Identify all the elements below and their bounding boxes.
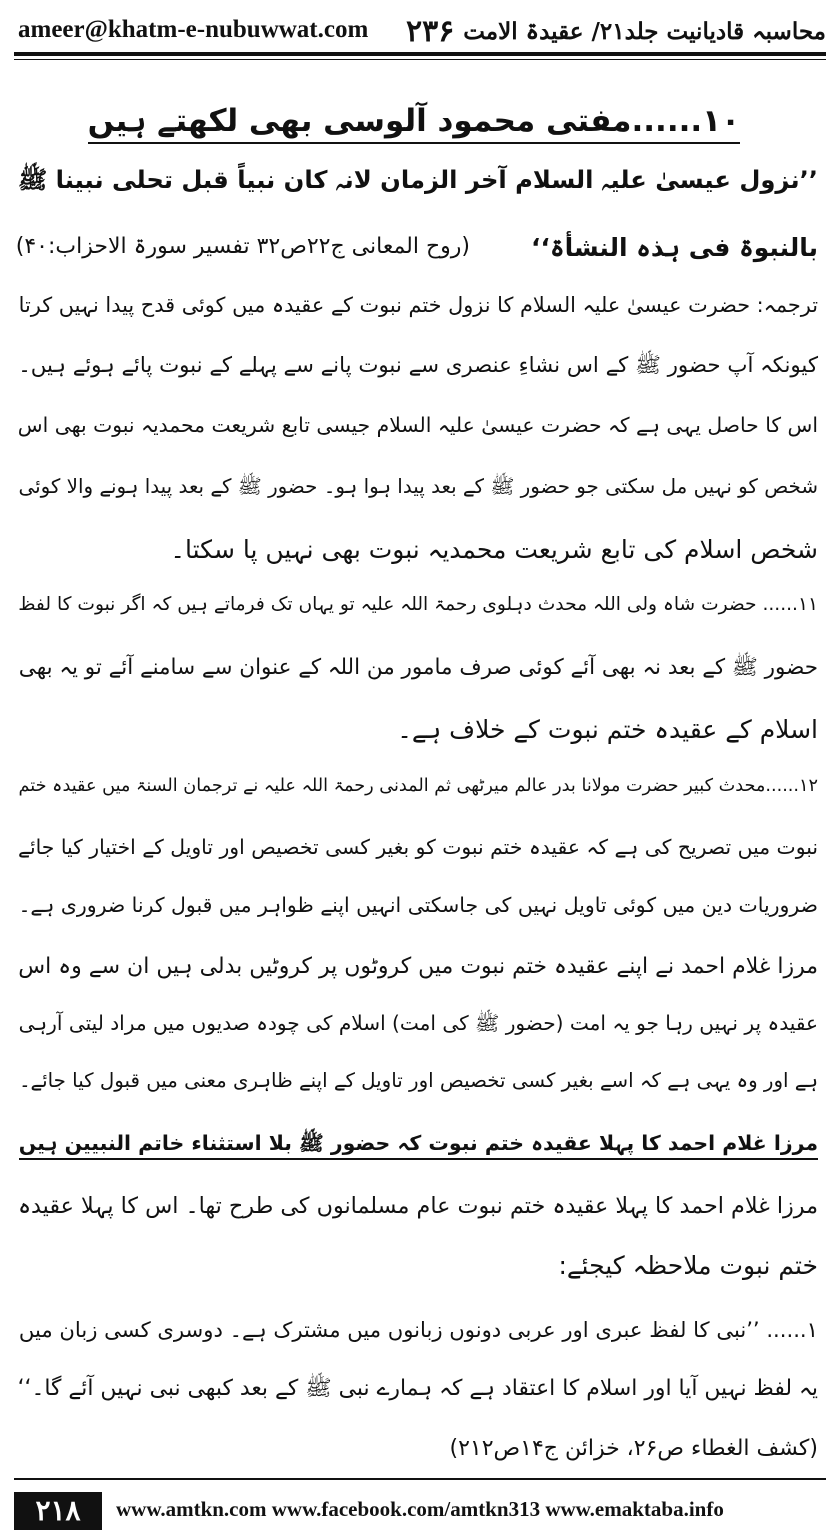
book-title: محاسبہ قادیانیت جلد۲۱/ عقیدۃ الامت xyxy=(463,18,826,45)
footer-page-number: ۲۱۸ xyxy=(14,1492,102,1530)
body-line-10: نبوت میں تصریح کی ہے کہ عقیدہ ختم نبوت کو بغیر کسی تخصیص اور تاویل کے اختیار کیا جائے xyxy=(18,835,818,859)
body-line-8: اسلام کے عقیدہ ختم نبوت کے خلاف ہے۔ xyxy=(397,715,818,744)
arabic-quote-line-1: ’’نزول عیسیٰ علیہ السلام آخر الزمان لانہ کان نبیاً قبل تحلی نبینا ﷺ xyxy=(17,165,818,194)
body-line-6: ۱۱...... حضرت شاہ ولی اللہ محدث دہلوی رحمۃ اللہ علیہ تو یہاں تک فرماتے ہیں کہ اگر نبوت کا لفظ xyxy=(18,594,818,615)
footer-rule xyxy=(14,1478,826,1480)
header-email: ameer@khatm-e-nubuwwat.com xyxy=(18,16,369,43)
body-line-4: شخص کو نہیں مل سکتی جو حضور ﷺ کے بعد پیدا ہوا ہو۔ حضور ﷺ کے بعد پیدا ہونے والا کوئی xyxy=(18,475,818,498)
body-line-1: ترجمہ: حضرت عیسیٰ علیہ السلام کا نزول ختم نبوت کے عقیدہ میں کوئی قدح پیدا نہیں کرتا xyxy=(18,293,818,317)
header-page-number: ۲۳۶ xyxy=(406,14,455,49)
arabic-quote-line-2: بالنبوۃ فی ہذہ النشأۃ‘‘ xyxy=(530,233,818,262)
body-line-13: عقیدہ پر نہیں رہا جو یہ امت (حضور ﷺ کی امت) اسلام کی چودہ صدیوں میں مراد لیتی آرہی xyxy=(18,1011,818,1035)
reference-ruh-al-maani: (روح المعانی ج۲۲ص۳۲ تفسیر سورۃ الاحزاب:۴۰) xyxy=(15,234,470,259)
footer-websites: www.amtkn.com www.facebook.com/amtkn313 www.emaktaba.info xyxy=(116,1497,724,1521)
body2-line-1: مرزا غلام احمد کا پہلا عقیدہ ختم نبوت عام مسلمانوں کی طرح تھا۔ اس کا پہلا عقیدہ xyxy=(17,1193,818,1219)
body-line-12: مرزا غلام احمد نے اپنے عقیدہ ختم نبوت میں کروٹوں پر کروٹیں بدلی ہیں ان سے وہ اس xyxy=(18,954,818,979)
body-line-14: ہے اور وہ یہی ہے کہ اسے بغیر کسی تخصیص اور تاویل کے اپنے ظاہری معنی میں قبول کیا جائے۔ xyxy=(18,1069,818,1092)
page-header xyxy=(18,14,826,48)
body-line-9: ۱۲......محدث کبیر حضرت مولانا بدر عالم میرٹھی ثم المدنی رحمۃ اللہ علیہ نے ترجمان السنۃ میں عقیدہ ختم xyxy=(18,776,818,796)
reference-kashf-al-ghita: (کشف الغطاء ص۲۶، خزائن ج۱۴ص۲۱۲) xyxy=(449,1436,818,1461)
section-heading-10: ۱۰......مفتی محمود آلوسی بھی لکھتے ہیں xyxy=(88,104,740,144)
body-line-7: حضور ﷺ کے بعد نہ بھی آئے کوئی صرف مامور من اللہ کے عنوان سے سامنے آئے تو یہ بھی xyxy=(18,655,818,680)
body-line-3: اس کا حاصل یہی ہے کہ حضرت عیسیٰ علیہ السلام جیسی تابع شریعت محمدیہ نبوت بھی اس xyxy=(17,413,818,437)
body-line-5: شخص اسلام کی تابع شریعت محمدیہ نبوت بھی نہیں پا سکتا۔ xyxy=(170,535,818,564)
body2-line-4: یہ لفظ نہیں آیا اور اسلام کا اعتقاد ہے کہ ہمارے نبی ﷺ کے بعد کبھی نبی نہیں آئے گا۔‘‘ xyxy=(17,1376,818,1401)
header-rule xyxy=(14,52,826,56)
body-line-2: کیونکہ آپ حضور ﷺ کے اس نشاءِ عنصری سے نبوت پانے سے پہلے کے نبوت پائے ہوئے ہیں۔ xyxy=(18,353,818,378)
page-footer xyxy=(14,1492,826,1530)
body-line-11: ضروریات دین میں کوئی تاویل نہیں کی جاسکتی انہیں اپنے ظواہر میں قبول کرنا ضروری ہے۔ xyxy=(18,893,818,917)
header-rule-thin xyxy=(14,59,826,60)
section-heading-first-belief: مرزا غلام احمد کا پہلا عقیدہ ختم نبوت کہ حضور ﷺ بلا استثناء خاتم النبیین ہیں xyxy=(19,1132,818,1160)
body2-line-2: ختم نبوت ملاحظہ کیجئے: xyxy=(558,1251,818,1280)
body2-line-3: ۱...... ’’نبی کا لفظ عبری اور عربی دونوں زبانوں میں مشترک ہے۔ دوسری کسی زبان میں xyxy=(18,1317,818,1342)
